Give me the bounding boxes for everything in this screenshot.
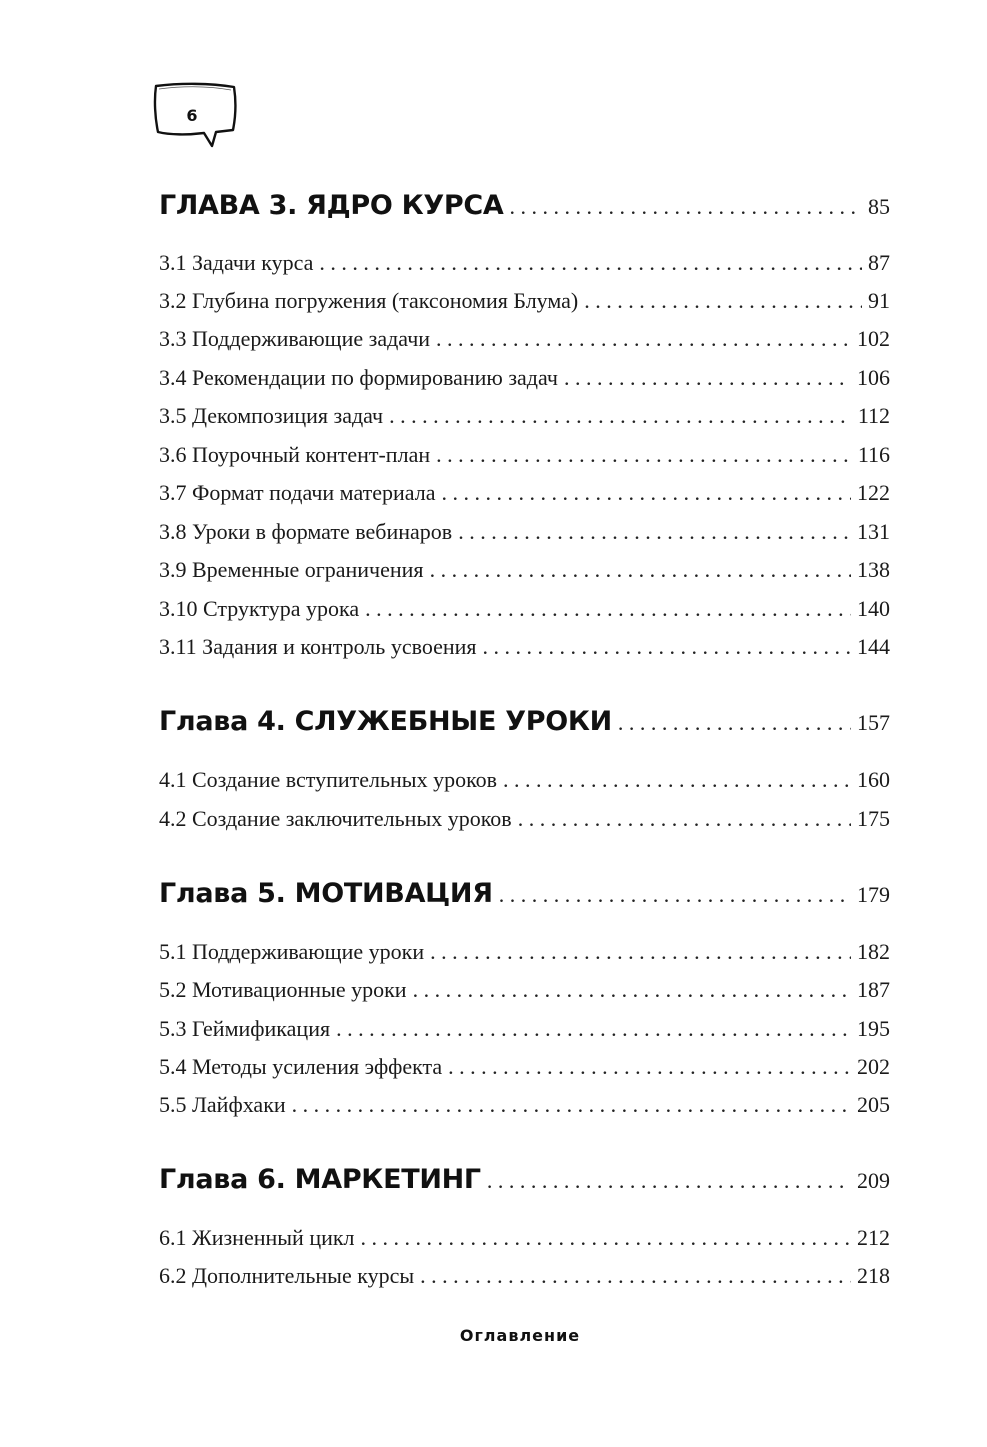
section-title: 3.3 Поддерживающие задачи — [159, 326, 431, 351]
leader-dots — [503, 767, 851, 793]
section-page: 160 — [857, 767, 890, 792]
page-number: 6 — [186, 106, 198, 125]
section-row[interactable] — [159, 1092, 890, 1124]
leader-dots — [420, 1263, 851, 1289]
chapter-page: 179 — [857, 882, 890, 907]
chapter-title: Глава 6. МАРКЕТИНГ — [159, 1164, 481, 1195]
section-title: 3.10 Структура урока — [159, 596, 360, 621]
section-title: 3.8 Уроки в формате вебинаров — [159, 519, 453, 544]
section-row[interactable] — [159, 1016, 890, 1048]
section-row[interactable] — [159, 519, 890, 551]
section-title: 5.2 Мотивационные уроки — [159, 977, 407, 1002]
section-row[interactable] — [159, 250, 890, 282]
section-page: 91 — [868, 288, 890, 313]
leader-dots — [413, 977, 851, 1003]
leader-dots — [430, 939, 851, 965]
section-title: 3.4 Рекомендации по формированию задач — [159, 365, 558, 390]
section-page: 87 — [868, 250, 890, 275]
leader-dots — [365, 596, 851, 622]
section-page: 138 — [857, 557, 890, 582]
leader-dots — [458, 519, 851, 545]
leader-dots — [448, 1054, 851, 1080]
section-title: 3.5 Декомпозиция задач — [159, 403, 384, 428]
section-title: 3.11 Задания и контроль усвоения — [159, 634, 477, 659]
section-title: 5.3 Геймификация — [159, 1016, 331, 1041]
section-page: 182 — [857, 939, 890, 964]
chapter-page: 85 — [868, 194, 890, 219]
leader-dots — [584, 288, 862, 314]
section-row[interactable] — [159, 596, 890, 628]
leader-dots — [336, 1016, 851, 1042]
leader-dots — [518, 806, 851, 832]
section-page: 102 — [857, 326, 890, 351]
chapter-row[interactable] — [159, 190, 890, 226]
section-row[interactable] — [159, 480, 890, 512]
section-row[interactable] — [159, 977, 890, 1009]
section-page: 116 — [857, 442, 890, 467]
leader-dots — [436, 442, 852, 468]
section-title: 5.1 Поддерживающие уроки — [159, 939, 425, 964]
leader-dots — [430, 557, 851, 583]
leader-dots — [618, 710, 851, 736]
leader-dots — [436, 326, 851, 352]
section-title: 3.6 Поурочный контент-план — [159, 442, 431, 467]
running-footer: Оглавление — [459, 1326, 581, 1345]
section-row[interactable] — [159, 767, 890, 799]
section-page: 205 — [857, 1092, 890, 1117]
leader-dots — [361, 1225, 851, 1251]
section-title: 5.5 Лайфхаки — [159, 1092, 286, 1117]
section-row[interactable] — [159, 326, 890, 358]
section-row[interactable] — [159, 634, 890, 666]
section-title: 3.9 Временные ограничения — [159, 557, 424, 582]
leader-dots — [292, 1092, 851, 1118]
leader-dots — [442, 480, 851, 506]
section-page: 140 — [857, 596, 890, 621]
section-row[interactable] — [159, 442, 890, 474]
chapter-title: ГЛАВА 3. ЯДРО КУРСА — [159, 190, 504, 221]
leader-dots — [483, 634, 851, 660]
section-title: 6.1 Жизненный цикл — [159, 1225, 355, 1250]
chapter-row[interactable] — [159, 1164, 890, 1200]
section-row[interactable] — [159, 1054, 890, 1086]
section-page: 218 — [857, 1263, 890, 1288]
section-page: 195 — [857, 1016, 890, 1041]
section-title: 4.2 Создание заключительных уроков — [159, 806, 512, 831]
leader-dots — [319, 250, 862, 276]
section-page: 144 — [857, 634, 890, 659]
section-row[interactable] — [159, 403, 890, 435]
section-title: 6.2 Дополнительные курсы — [159, 1263, 415, 1288]
chapter-row[interactable] — [159, 706, 890, 742]
section-row[interactable] — [159, 365, 890, 397]
leader-dots — [499, 882, 851, 908]
section-row[interactable] — [159, 939, 890, 971]
section-title: 4.1 Создание вступительных уроков — [159, 767, 498, 792]
section-row[interactable] — [159, 1225, 890, 1257]
section-row[interactable] — [159, 557, 890, 589]
chapter-row[interactable] — [159, 878, 890, 914]
section-page: 187 — [857, 977, 890, 1002]
section-row[interactable] — [159, 1263, 890, 1295]
section-title: 3.1 Задачи курса — [159, 250, 314, 275]
chapter-title: Глава 4. СЛУЖЕБНЫЕ УРОКИ — [159, 706, 612, 737]
leader-dots — [564, 365, 851, 391]
leader-dots — [389, 403, 852, 429]
section-page: 131 — [857, 519, 890, 544]
page-number-badge — [150, 80, 242, 152]
section-title: 5.4 Методы усиления эффекта — [159, 1054, 443, 1079]
section-page: 202 — [857, 1054, 890, 1079]
section-row[interactable] — [159, 288, 890, 320]
section-page: 212 — [857, 1225, 890, 1250]
section-page: 122 — [857, 480, 890, 505]
chapter-title: Глава 5. МОТИВАЦИЯ — [159, 878, 493, 909]
section-title: 3.2 Глубина погружения (таксономия Блума) — [159, 288, 579, 313]
leader-dots — [510, 194, 862, 220]
section-title: 3.7 Формат подачи материала — [159, 480, 436, 505]
section-page: 106 — [857, 365, 890, 390]
chapter-page: 157 — [857, 710, 890, 735]
section-row[interactable] — [159, 806, 890, 838]
chapter-page: 209 — [857, 1168, 890, 1193]
section-page: 175 — [857, 806, 890, 831]
leader-dots — [487, 1168, 851, 1194]
section-page: 112 — [857, 403, 890, 428]
